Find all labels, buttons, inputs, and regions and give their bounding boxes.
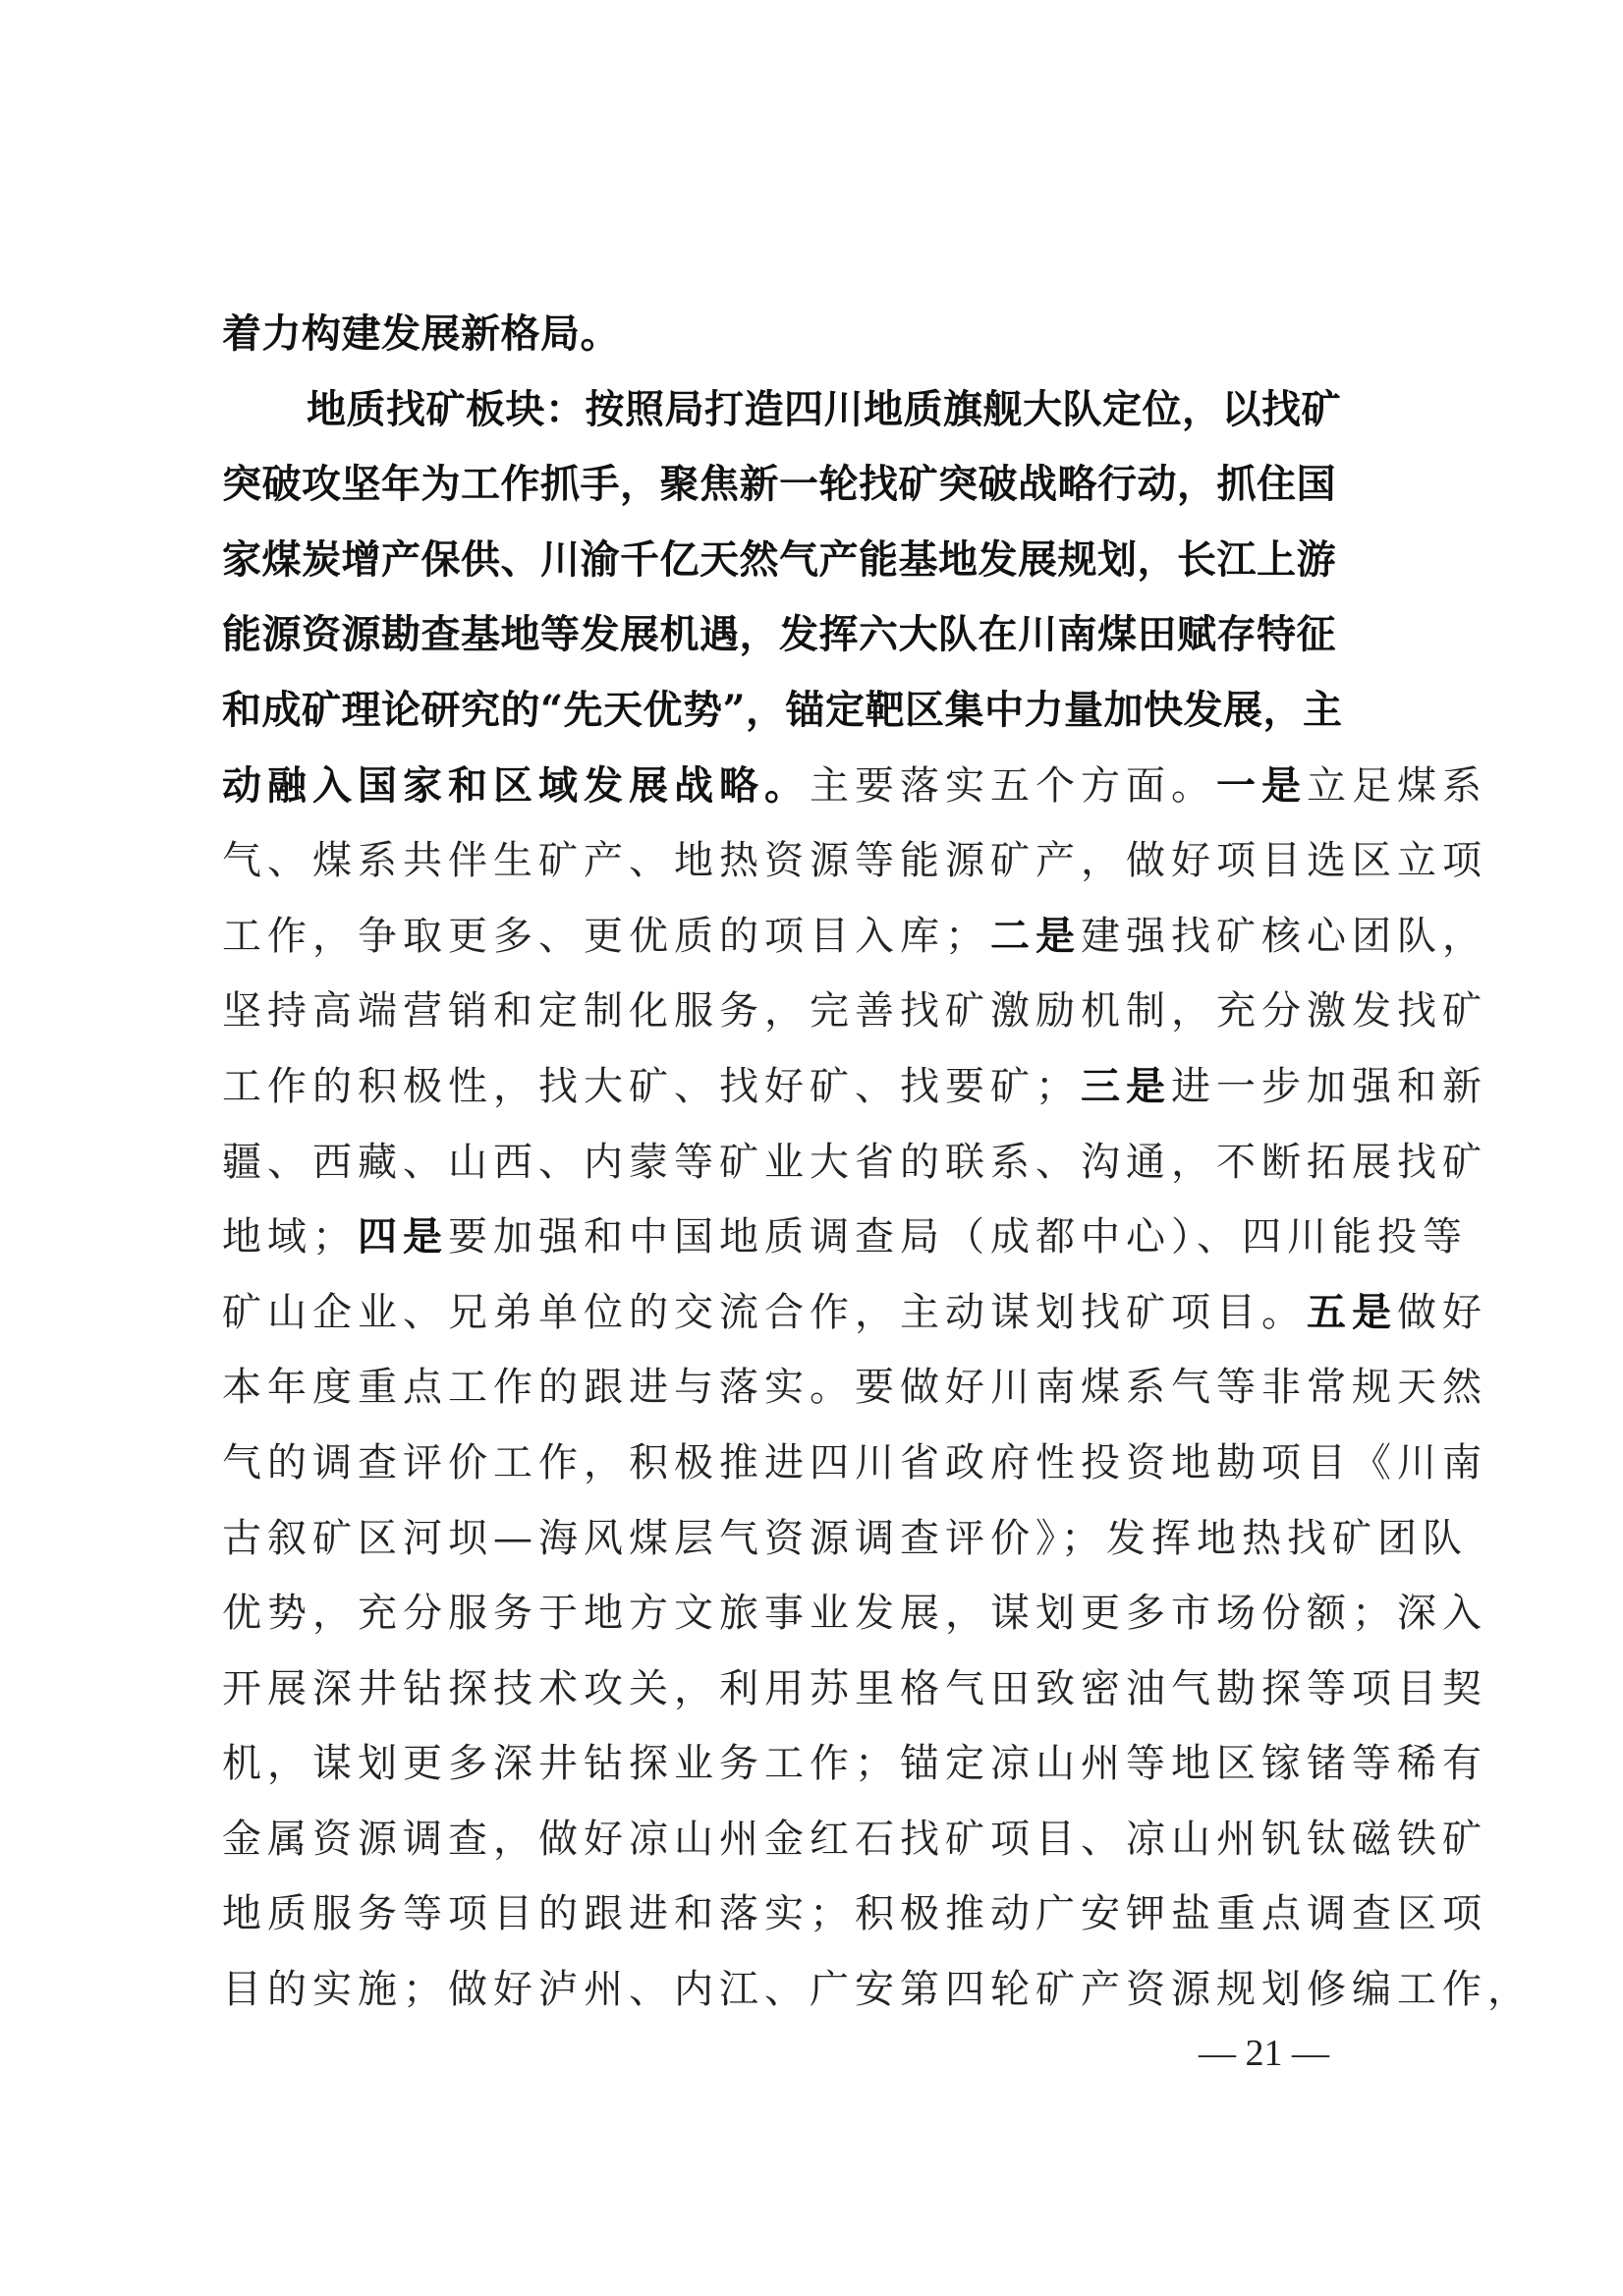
text-line <box>222 372 1411 448</box>
bold-text-segment: 着力构建发展新格局。 <box>222 310 620 357</box>
text-segment: 目的实施；做好泸州、内江、广安第四轮矿产资源规划修编工作， <box>222 1967 1533 2013</box>
body-text <box>222 297 1533 2028</box>
text-line <box>222 1576 1487 1652</box>
text-line <box>222 899 1487 975</box>
text-segment: 地质服务等项目的跟进和落实；积极推动广安钾盐重点调查区项 <box>222 1891 1487 1937</box>
text-segment: 要加强和中国地质调查局（成都中心）、四川能投等 <box>448 1214 1468 1260</box>
bold-text-segment: 和成矿理论研究的“先天优势”，锚定靶区集中力量加快发展，主 <box>222 686 1343 733</box>
text-segment: 金属资源调查，做好凉山州金红石找矿项目、凉山州钒钛磁铁矿 <box>222 1816 1487 1862</box>
text-segment: 进一步加强和新 <box>1171 1063 1487 1109</box>
text-line <box>222 1501 1468 1577</box>
text-line <box>222 1275 1487 1351</box>
text-line <box>222 1426 1487 1501</box>
text-segment: 工作的积极性，找大矿、找好矿、找要矿； <box>222 1063 1081 1109</box>
text-line <box>222 447 1411 523</box>
text-segment: 气、煤系共伴生矿产、地热资源等能源矿产，做好项目选区立项 <box>222 838 1487 884</box>
bold-text-segment: 家煤炭增产保供、川渝千亿天然气产能基地发展规划，长江上游 <box>222 535 1336 583</box>
text-segment: 古叙矿区河坝—海风煤层气资源调查评价》；发挥地热找矿团队 <box>222 1515 1468 1561</box>
bold-text-segment: 突破攻坚年为工作抓手，聚焦新一轮找矿突破战略行动，抓住国 <box>222 461 1336 508</box>
text-line <box>222 673 1411 749</box>
text-segment: 工作，争取更多、更优质的项目入库； <box>222 913 990 959</box>
text-segment: 矿山企业、兄弟单位的交流合作，主动谋划找矿项目。 <box>222 1289 1307 1335</box>
text-line <box>222 1876 1487 1952</box>
text-segment: 立足煤系 <box>1307 762 1487 809</box>
text-line <box>222 1125 1487 1201</box>
text-line <box>222 974 1487 1049</box>
bold-text-segment: 能源资源勘查基地等发展机遇，发挥六大队在川南煤田赋存特征 <box>222 611 1336 658</box>
text-line <box>222 1952 1533 2028</box>
text-segment: 做好 <box>1397 1289 1487 1335</box>
text-segment: 疆、西藏、山西、内蒙等矿业大省的联系、沟通，不断拓展找矿 <box>222 1139 1487 1185</box>
bold-text-segment: 四是 <box>358 1213 448 1260</box>
text-segment: 优势，充分服务于地方文旅事业发展，谋划更多市场份额；深入 <box>222 1591 1487 1637</box>
text-segment: 主要落实五个方面。 <box>810 762 1216 809</box>
text-line <box>222 749 1487 824</box>
bold-text-segment: 一是 <box>1216 761 1307 809</box>
text-line <box>222 1652 1487 1727</box>
text-line <box>222 1049 1487 1125</box>
bold-text-segment: 三是 <box>1081 1062 1171 1109</box>
text-segment: 地域； <box>222 1214 358 1260</box>
text-segment: 机，谋划更多深井钻探业务工作；锚定凉山州等地区镓锗等稀有 <box>222 1741 1487 1787</box>
bold-text-segment: 五是 <box>1307 1288 1397 1335</box>
bold-text-segment: 动融入国家和区域发展战略。 <box>222 761 810 809</box>
text-line <box>222 823 1487 899</box>
text-segment: 开展深井钻探技术攻关，利用苏里格气田致密油气勘探等项目契 <box>222 1665 1487 1711</box>
text-segment: 建强找矿核心团队， <box>1081 913 1487 959</box>
text-line <box>222 1200 1468 1275</box>
text-line <box>222 1350 1487 1426</box>
text-segment: 气的调查评价工作，积极推进四川省政府性投资地勘项目《川南 <box>222 1439 1487 1485</box>
bold-text-segment: 二是 <box>990 912 1081 959</box>
text-line <box>222 297 1411 372</box>
bold-text-segment: 地质找矿板块：按照局打造四川地质旗舰大队定位，以找矿 <box>307 385 1341 432</box>
text-line <box>222 1726 1487 1802</box>
text-segment: 本年度重点工作的跟进与落实。要做好川南煤系气等非常规天然 <box>222 1365 1487 1411</box>
page-number: — 21 — <box>1199 2033 1329 2074</box>
text-line <box>222 597 1411 673</box>
text-line <box>222 523 1411 598</box>
text-segment: 坚持高端营销和定制化服务，完善找矿激励机制，充分激发找矿 <box>222 988 1487 1035</box>
text-line <box>222 1802 1487 1877</box>
